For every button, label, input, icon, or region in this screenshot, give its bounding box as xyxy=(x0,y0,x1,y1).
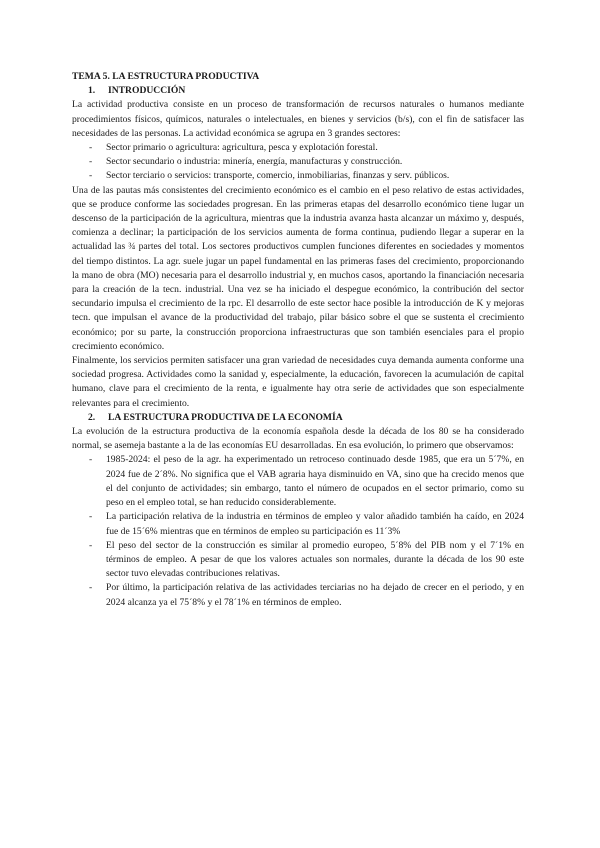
paragraph: Finalmente, los servicios permiten satisfacer una gran variedad de necesidades cuya demanda aumenta conforme una sociedad progresa. Actividades como la sanidad y, especialmente, la educación, favorecen la acumulación de capital humano, clave para el crecimiento de la renta, e igualmente hay otra serie de actividades que son especialmente relevantes para el crecimiento. xyxy=(72,355,524,409)
sector-list xyxy=(72,141,524,184)
section-title: INTRODUCCIÓN xyxy=(108,85,186,97)
paragraph: Una de las pautas más consistentes del crecimiento económico es el cambio en el peso relativo de estas actividades, que se produce conforme las sociedades progresan. En las primeras etapas del desarrollo económico tiene lugar un descenso de la participación de la agricultura, mientras que la industria avanza hasta alcanzar un máximo y, después, comienza a declinar; la participación de los servicios aumenta de forma continua, pudiendo llegar a superar en la actualidad las ¾ partes del total. Los sectores productivos cumplen funciones diferentes en sociedades y momentos del tiempo distintos. La agr. suele jugar un papel fundamental en las primeras fases del crecimiento, proporcionando la mano de obra (MO) necesaria para el desarrollo industrial y, en muchos casos, aportando la financiación necesaria para la creación de la tecn. industrial. Una vez se ha iniciado el despegue económico, la contribución del sector secundario impulsa el crecimiento de la rpc. El desarrollo de este sector hace posible la introducción de K y mejoras tecn. que impulsan el avance de la productividad del trabajo, pilar básico sobre el que se sustenta el crecimiento económico; por su parte, la construcción proporciona infraestructuras que son también esenciales para el propio crecimiento económico. xyxy=(72,184,524,352)
list-item: - Sector primario o agricultura: agricultura, pesca y explotación forestal. xyxy=(89,142,378,154)
document-page xyxy=(72,70,524,610)
section-number: 2. xyxy=(88,411,96,423)
list-item: - Sector secundario o industria: minería, energía, manufacturas y construcción. xyxy=(89,156,403,168)
document-title: TEMA 5. LA ESTRUCTURA PRODUCTIVA xyxy=(72,71,260,82)
paragraph: La actividad productiva consiste en un proceso de transformación de recursos naturales o humanos mediante procedimientos físicos, químicos, naturales o intelectuales, en bienes y servicios (b/s), con el fin de satisfacer las necesidades de las personas. La actividad económica se agrupa en 3 grandes sectores: xyxy=(72,99,524,139)
list-item: - 1985-2024: el peso de la agr. ha experimentado un retroceso continuado desde 1985, que era un 5´7%, en 2024 fue de 2´8%. No significa que el VAB agraria haya disminuido en VA, sino que ha crecido menos que el del conjunto de actividades; sin embargo, tanto el número de ocupados en el sector primario, como su peso en el empleo total, se han reducido considerablemente. xyxy=(89,454,524,509)
paragraph: La evolución de la estructura productiva de la economía española desde la década de los 80 se ha considerado normal, se asemeja bastante a la de las economías EU desarrolladas. En esa evolución, lo primero que observamos: xyxy=(72,426,524,452)
list-item: - Por último, la participación relativa de las actividades terciarias no ha dejado de crecer en el periodo, y en 2024 alcanza ya el 75´8% y el 78´1% en términos de empleo. xyxy=(89,582,524,608)
list-item: - El peso del sector de la construcción es similar al promedio europeo, 5´8% del PIB nom y el 7´1% en términos de empleo. A pesar de que los valores actuales son normales, durante la década de los 90 este sector tuvo elevadas contribuciones relativas. xyxy=(89,539,524,580)
list-item: - Sector terciario o servicios: transporte, comercio, inmobiliarias, finanzas y serv. públicos. xyxy=(89,170,450,182)
section-title: LA ESTRUCTURA PRODUCTIVA DE LA ECONOMÍA xyxy=(108,411,343,423)
list-item: - La participación relativa de la industria en términos de empleo y valor añadido también ha caído, en 2024 fue de 15´6% mientras que en términos de empleo su participación es 11´3% xyxy=(89,511,524,537)
section-heading-productive-structure xyxy=(72,411,524,425)
observation-list xyxy=(72,453,524,609)
section-number: 1. xyxy=(88,85,96,97)
section-heading-introduction xyxy=(72,84,524,98)
